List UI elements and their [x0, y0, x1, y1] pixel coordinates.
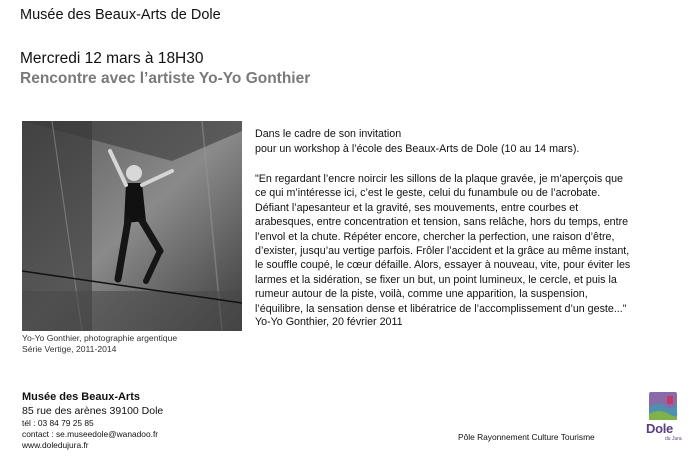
- quote-line: ce qui m’intéresse ici, c’est le geste, celui du funambule ou de l’acrobate.: [255, 187, 601, 200]
- artist-photo: [22, 121, 242, 331]
- logo-word: Dole: [646, 421, 673, 436]
- contact-email[interactable]: contact : se.museedole@wanadoo.fr: [22, 429, 159, 439]
- quote-line: rumeur autour de la piste, voilà, comme une apparition, la suspension,: [255, 288, 588, 301]
- contact-block: [22, 390, 163, 451]
- contact-address: 85 rue des arènes 39100 Dole: [22, 405, 164, 417]
- quote-line: d’exister, jusqu’au vertige parfois. Frôler l’accident et la grâce au même instant,: [255, 245, 630, 258]
- logo-subtitle: du Jura: [665, 436, 682, 442]
- logo-emblem-icon: [643, 390, 683, 422]
- quote-line: l’envol et la chute. Répéter encore, chercher la perfection, une raison d’être,: [255, 230, 615, 243]
- quote-line: Défiant l’apesanteur et la gravité, ses mouvements, entre courbes et: [255, 201, 579, 214]
- event-date: Mercredi 12 mars à 18H30: [20, 50, 204, 67]
- pole-label: Pôle Rayonnement Culture Tourisme: [458, 432, 595, 442]
- photo-caption-line: Série Vertige, 2011-2014: [22, 344, 117, 354]
- quote-line: l’équilibre, la sensation dense et libératrice de l’accomplissement d’un geste...": [255, 302, 627, 315]
- quote-signature: Yo-Yo Gonthier, 20 février 2011: [255, 316, 403, 328]
- dole-logo: [643, 390, 683, 446]
- quote-line: "En regardant l’encre noircir les sillons de la plaque gravée, je m’aperçois que: [255, 173, 623, 185]
- quote-line: le souffle coupé, le cœur défaille. Alors, essayer à nouveau, vite, pour éviter les: [255, 259, 631, 272]
- photo-caption-line: Yo-Yo Gonthier, photographie argentique: [22, 333, 178, 343]
- contact-website[interactable]: www.doledujura.fr: [22, 440, 89, 450]
- intro-line: pour un workshop à l’école des Beaux-Arts de Dole (10 au 14 mars).: [255, 142, 580, 155]
- intro-text: [255, 127, 579, 156]
- intro-line: Dans le cadre de son invitation: [255, 128, 402, 140]
- photo-caption: [22, 333, 177, 355]
- artist-quote: [255, 172, 685, 316]
- contact-phone: tél : 03 84 79 25 85: [22, 418, 94, 428]
- quote-line: larmes et la sidération, se fixer un but, un point lumineux, le cercle, et puis la: [255, 273, 617, 286]
- quote-line: arabesques, entre concentration et tension, sans relâche, hors du temps, entre: [255, 216, 629, 229]
- museum-header: Musée des Beaux-Arts de Dole: [20, 7, 221, 23]
- contact-name: Musée des Beaux-Arts: [22, 391, 140, 403]
- event-title: Rencontre avec l’artiste Yo-Yo Gonthier: [20, 70, 311, 87]
